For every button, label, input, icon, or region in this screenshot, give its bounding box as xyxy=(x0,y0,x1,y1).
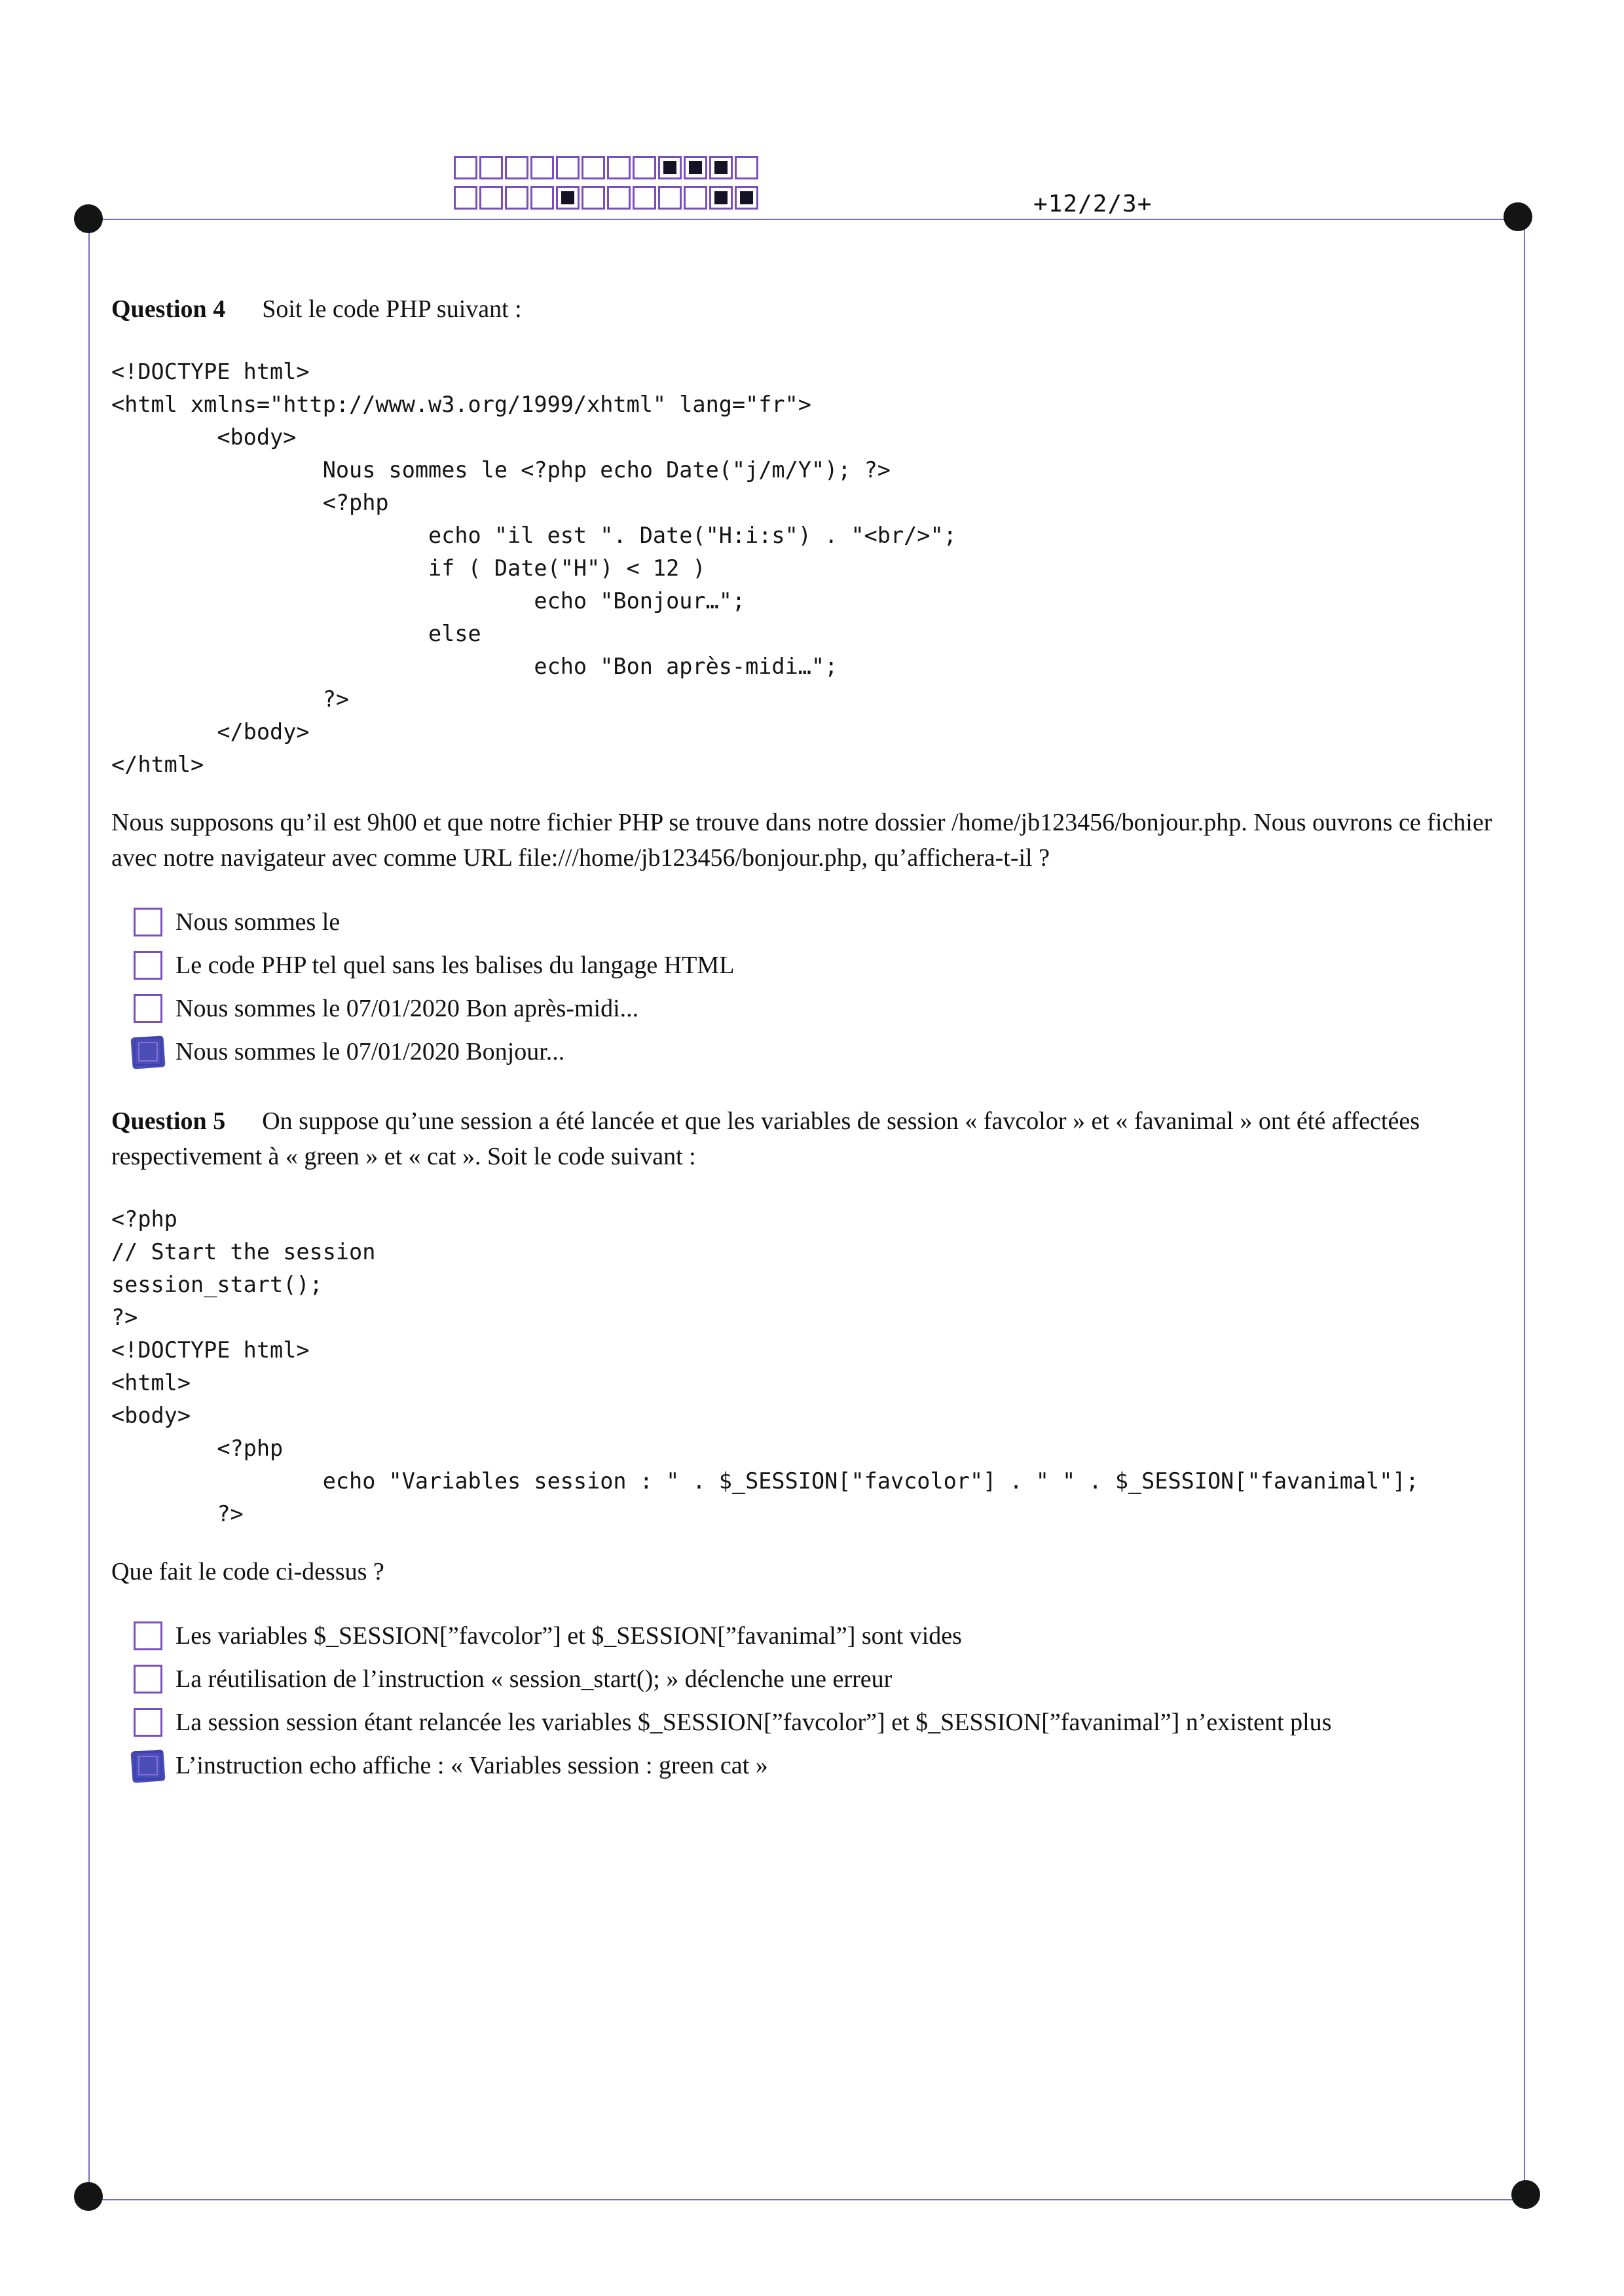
question-header xyxy=(111,291,1519,327)
answer-option[interactable] xyxy=(111,1657,1519,1701)
id-code-cell xyxy=(479,186,503,210)
id-code-cell xyxy=(530,156,554,179)
code-line: session_start(); xyxy=(111,1272,323,1297)
answer-list xyxy=(111,900,1519,1073)
checkbox[interactable] xyxy=(134,1037,162,1066)
answer-option[interactable] xyxy=(111,1701,1519,1744)
id-code-cell xyxy=(581,186,605,210)
question-4 xyxy=(111,291,1519,1073)
code-line: ?> xyxy=(111,1501,244,1527)
id-code-row xyxy=(454,186,760,212)
answer-text: La session session étant relancée les variables $_SESSION[”favcolor”] et $_SESSION[”favanimal”] n’existent plus xyxy=(175,1709,1332,1736)
checkbox[interactable] xyxy=(134,1751,162,1780)
checkbox[interactable] xyxy=(134,1708,162,1737)
answer-text: Nous sommes le 07/01/2020 Bonjour... xyxy=(175,1038,565,1065)
code-line: <!DOCTYPE html> xyxy=(111,359,310,384)
id-code-cell xyxy=(505,186,528,210)
answer-text: Nous sommes le 07/01/2020 Bon après-midi... xyxy=(175,995,639,1022)
code-line: <html xmlns="http://www.w3.org/1999/xhtml" lang="fr"> xyxy=(111,392,811,417)
registration-mark-bottom-right xyxy=(1511,2180,1540,2209)
code-block xyxy=(111,356,1519,781)
id-code-cell xyxy=(454,186,477,210)
id-code-cell xyxy=(684,156,707,179)
id-code-cell xyxy=(505,156,528,179)
code-line: </html> xyxy=(111,752,204,777)
id-code-row xyxy=(454,156,760,182)
registration-mark-top-right xyxy=(1504,202,1532,231)
id-code-cell xyxy=(633,156,656,179)
code-line: <!DOCTYPE html> xyxy=(111,1337,310,1363)
id-code-cell xyxy=(479,156,503,179)
checkbox[interactable] xyxy=(134,1621,162,1650)
question-5 xyxy=(111,1103,1519,1787)
id-code-cell xyxy=(735,156,758,179)
id-code-cell xyxy=(556,156,580,179)
id-code-cell xyxy=(684,186,707,210)
id-code-cell xyxy=(735,186,758,210)
id-code-cell xyxy=(607,186,631,210)
answer-option[interactable] xyxy=(111,944,1519,987)
code-line: // Start the session xyxy=(111,1239,376,1265)
code-block xyxy=(111,1203,1519,1530)
code-line: Nous sommes le <?php echo Date("j/m/Y"); ?> xyxy=(111,457,891,483)
id-code-cell xyxy=(709,186,733,210)
id-code-cell xyxy=(658,156,682,179)
id-code-cell xyxy=(658,186,682,210)
checkbox[interactable] xyxy=(134,951,162,980)
code-line: echo "Variables session : " . $_SESSION["favcolor"] . " " . $_SESSION["favanimal"]; xyxy=(111,1468,1419,1494)
answer-text: La réutilisation de l’instruction « session_start(); » déclenche une erreur xyxy=(175,1665,893,1693)
code-line: <?php xyxy=(111,490,389,515)
code-line: <body> xyxy=(111,424,297,450)
answer-list xyxy=(111,1614,1519,1787)
code-line: <html> xyxy=(111,1370,191,1396)
code-line: if ( Date("H") < 12 ) xyxy=(111,555,706,581)
answer-option[interactable] xyxy=(111,987,1519,1030)
answer-option[interactable] xyxy=(111,900,1519,944)
answer-text: L’instruction echo affiche : « Variables session : green cat » xyxy=(175,1752,768,1779)
page-code: +12/2/3+ xyxy=(1033,191,1153,217)
id-code-cell xyxy=(454,156,477,179)
code-line: ?> xyxy=(111,686,350,712)
code-line: else xyxy=(111,621,481,646)
question-followup: Nous supposons qu’il est 9h00 et que notre fichier PHP se trouve dans notre dossier /home/jb123456/bonjour.php. Nous ouvrons ce fichier avec notre navigateur avec comme URL file:///home/jb123456/bonjour.php, qu’affichera-t-il ? xyxy=(111,809,1492,872)
registration-mark-top-left xyxy=(74,204,103,233)
id-code-cell xyxy=(581,156,605,179)
registration-mark-bottom-left xyxy=(74,2182,103,2211)
question-header xyxy=(111,1103,1519,1174)
exam-content xyxy=(111,291,1519,1787)
question-intro: On suppose qu’une session a été lancée et que les variables de session « favcolor » et « favanimal » ont été affectées respectivement à « green » et « cat ». Soit le code suivant : xyxy=(111,1107,1420,1170)
question-followup: Que fait le code ci-dessus ? xyxy=(111,1558,384,1585)
code-line: <?php xyxy=(111,1206,177,1232)
id-code-cell xyxy=(607,156,631,179)
answer-text: Les variables $_SESSION[”favcolor”] et $_SESSION[”favanimal”] sont vides xyxy=(175,1622,962,1650)
code-line: <body> xyxy=(111,1403,191,1428)
checkbox[interactable] xyxy=(134,1665,162,1694)
code-line: echo "il est ". Date("H:i:s") . "<br/>"; xyxy=(111,523,957,548)
id-code-cell xyxy=(556,186,580,210)
question-label: Question 4 xyxy=(111,295,226,323)
id-code-cell xyxy=(709,156,733,179)
id-code-cell xyxy=(633,186,656,210)
code-line: </body> xyxy=(111,719,310,745)
answer-text: Le code PHP tel quel sans les balises du langage HTML xyxy=(175,952,735,979)
id-code-grid xyxy=(454,156,760,216)
code-line: <?php xyxy=(111,1435,284,1461)
code-line: ?> xyxy=(111,1305,138,1330)
question-intro: Soit le code PHP suivant : xyxy=(262,295,522,323)
checkbox[interactable] xyxy=(134,908,162,936)
id-code-cell xyxy=(530,186,554,210)
code-line: echo "Bon après-midi…"; xyxy=(111,654,838,679)
answer-option[interactable] xyxy=(111,1614,1519,1657)
question-label: Question 5 xyxy=(111,1107,226,1135)
answer-option[interactable] xyxy=(111,1744,1519,1787)
answer-text: Nous sommes le xyxy=(175,908,341,936)
checkbox[interactable] xyxy=(134,994,162,1023)
answer-option[interactable] xyxy=(111,1030,1519,1073)
code-line: echo "Bonjour…"; xyxy=(111,588,746,614)
